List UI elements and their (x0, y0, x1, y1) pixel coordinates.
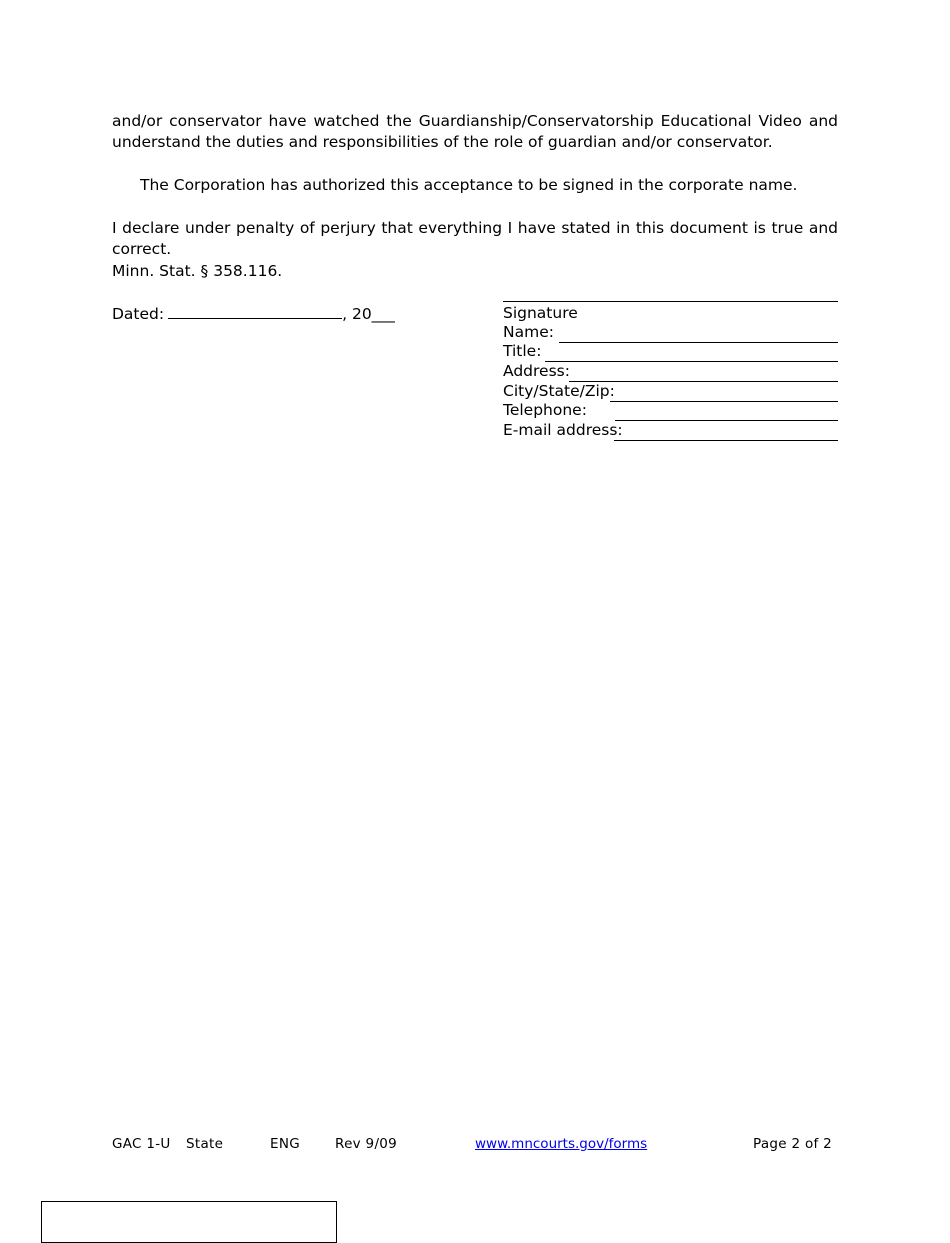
paragraph-video-acknowledgement: and/or conservator have watched the Guardianship/Conservatorship Educational Video and understand the duties and responsibilities of the role of guardian and/or conservator. (112, 112, 838, 151)
name-row (503, 323, 838, 343)
address-row (503, 362, 838, 382)
city-state-zip-label: City/State/Zip: (503, 382, 615, 400)
title-row (503, 342, 838, 362)
signature-line[interactable] (503, 301, 838, 302)
telephone-row (503, 401, 838, 421)
paragraph-corporate-authorization: The Corporation has authorized this acceptance to be signed in the corporate name. (140, 176, 798, 194)
city-state-zip-row (503, 382, 838, 402)
signature-heading-row (503, 304, 838, 324)
dated-field[interactable] (168, 304, 342, 319)
title-label: Title: (503, 342, 542, 360)
footer-language: ENG (270, 1136, 300, 1152)
paragraph-perjury-declaration: I declare under penalty of perjury that everything I have stated in this document is true and correct. (112, 219, 838, 258)
statute-citation: Minn. Stat. § 358.116. (112, 262, 283, 280)
bottom-box (41, 1201, 337, 1243)
footer-jurisdiction: State (186, 1136, 224, 1152)
dated-year-suffix: , 20___ (342, 305, 395, 323)
signature-label: Signature (503, 304, 578, 322)
telephone-label: Telephone: (503, 401, 587, 419)
footer-page-number: Page 2 of 2 (753, 1136, 833, 1152)
address-label: Address: (503, 362, 570, 380)
footer-forms-link[interactable]: www.mncourts.gov/forms (475, 1136, 648, 1152)
email-label: E-mail address: (503, 421, 623, 439)
name-label: Name: (503, 323, 554, 341)
email-field[interactable] (614, 440, 838, 441)
footer-form-code: GAC 1-U (112, 1136, 171, 1152)
email-row (503, 421, 838, 441)
footer-revision: Rev 9/09 (335, 1136, 398, 1152)
dated-line (112, 304, 395, 325)
dated-label: Dated: (112, 305, 165, 323)
